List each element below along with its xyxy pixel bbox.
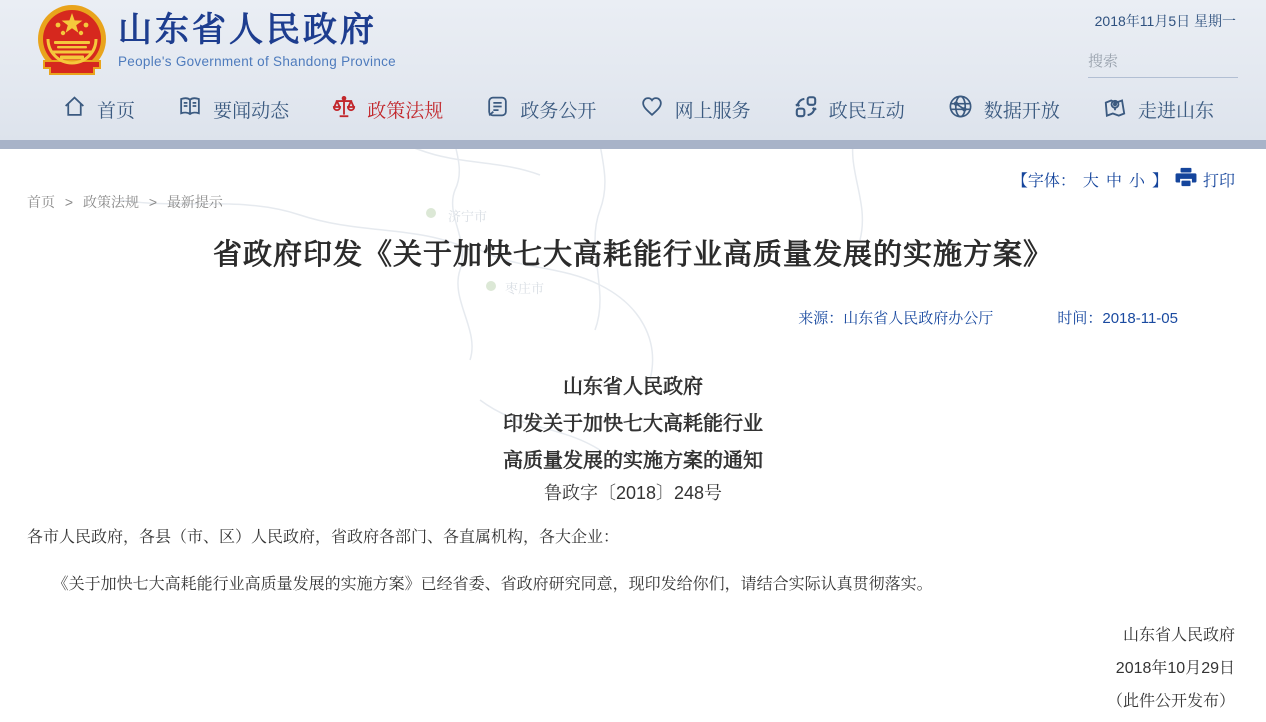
site-subtitle: People's Government of Shandong Province (118, 54, 396, 69)
document-heading (0, 369, 1266, 480)
nav-item-about-shandong[interactable] (1102, 94, 1214, 126)
watermark-city-label: 枣庄市 (505, 281, 545, 296)
nav-label: 政策法规 (367, 101, 444, 122)
search-box (1088, 46, 1238, 78)
nav-item-policies[interactable] (331, 94, 443, 126)
signature-date: 2018年10月29日 (1115, 660, 1235, 677)
font-size-suffix: 】 (1151, 173, 1168, 190)
nav-item-news[interactable] (177, 94, 289, 125)
article-meta (798, 307, 1178, 328)
interaction-icon (793, 94, 819, 126)
nav-label: 要闻动态 (213, 101, 290, 122)
font-size-small[interactable]: 小 (1128, 173, 1145, 190)
doc-heading-line: 印发关于加快七大高耗能行业 (503, 413, 763, 435)
print-button[interactable] (1175, 167, 1235, 192)
header-date: 2018年11月5日 星期一 (1094, 13, 1236, 29)
signature-note: （此件公开发布） (1106, 693, 1235, 710)
breadcrumb-separator: > (148, 194, 158, 210)
font-size-large[interactable]: 大 (1082, 173, 1099, 190)
print-label: 打印 (1202, 173, 1235, 190)
font-size-prefix: 【字体： (1011, 173, 1076, 190)
signature-block (1107, 619, 1235, 718)
search-input[interactable] (1088, 53, 1266, 70)
doc-heading-line: 高质量发展的实施方案的通知 (503, 450, 763, 472)
document-number: 鲁政字〔2018〕248号 (543, 483, 723, 503)
nav-label: 网上服务 (674, 101, 751, 122)
font-size-medium[interactable]: 中 (1105, 173, 1122, 190)
nav-divider-band (0, 140, 1266, 149)
nav-label: 数据开放 (983, 101, 1060, 122)
site-title: 山东省人民政府 (118, 10, 377, 50)
article-paragraph: 各市人民政府，各县（市、区）人民政府，省政府各部门、各直属机构，各大企业： (27, 529, 620, 546)
nav-item-open-data[interactable] (947, 93, 1060, 126)
article-page (0, 149, 1266, 722)
nav-label: 政民互动 (828, 101, 905, 122)
globe-icon (947, 93, 974, 126)
breadcrumb (27, 192, 223, 212)
nav-label: 政务公开 (520, 101, 597, 122)
printer-icon (1175, 167, 1197, 192)
article-paragraph: 《关于加快七大高耗能行业高质量发展的实施方案》已经省委、省政府研究同意，现印发给你们，请结合实际认真贯彻落实。 (52, 576, 933, 593)
breadcrumb-current: 最新提示 (166, 194, 223, 210)
article-time: 时间：2018-11-05 (1057, 310, 1178, 327)
nav-item-gov-affairs[interactable] (485, 94, 596, 125)
main-nav (0, 88, 1266, 131)
nav-item-interaction[interactable] (793, 94, 905, 126)
article-source: 来源：山东省人民政府办公厅 (798, 310, 994, 327)
breadcrumb-home[interactable]: 首页 (27, 194, 55, 210)
doc-heading-line: 山东省人民政府 (563, 376, 703, 398)
nav-label: 首页 (97, 101, 136, 122)
breadcrumb-separator: > (64, 194, 74, 210)
document-icon (485, 94, 510, 125)
map-pin-icon (1102, 94, 1128, 126)
heart-icon (639, 94, 665, 125)
site-header (0, 0, 1266, 140)
book-icon (177, 94, 203, 125)
home-icon (62, 94, 87, 125)
nav-label: 走进山东 (1137, 101, 1214, 122)
watermark-city-label: 济宁市 (448, 209, 488, 224)
nav-item-online-services[interactable] (639, 94, 751, 125)
signature-name: 山东省人民政府 (1122, 627, 1235, 644)
breadcrumb-policies[interactable]: 政策法规 (82, 194, 139, 210)
nav-item-home[interactable] (62, 94, 135, 125)
national-emblem-logo (36, 3, 108, 81)
scales-icon (331, 94, 357, 126)
article-title: 省政府印发《关于加快七大高耗能行业高质量发展的实施方案》 (212, 239, 1053, 271)
page-tools (1012, 167, 1235, 192)
